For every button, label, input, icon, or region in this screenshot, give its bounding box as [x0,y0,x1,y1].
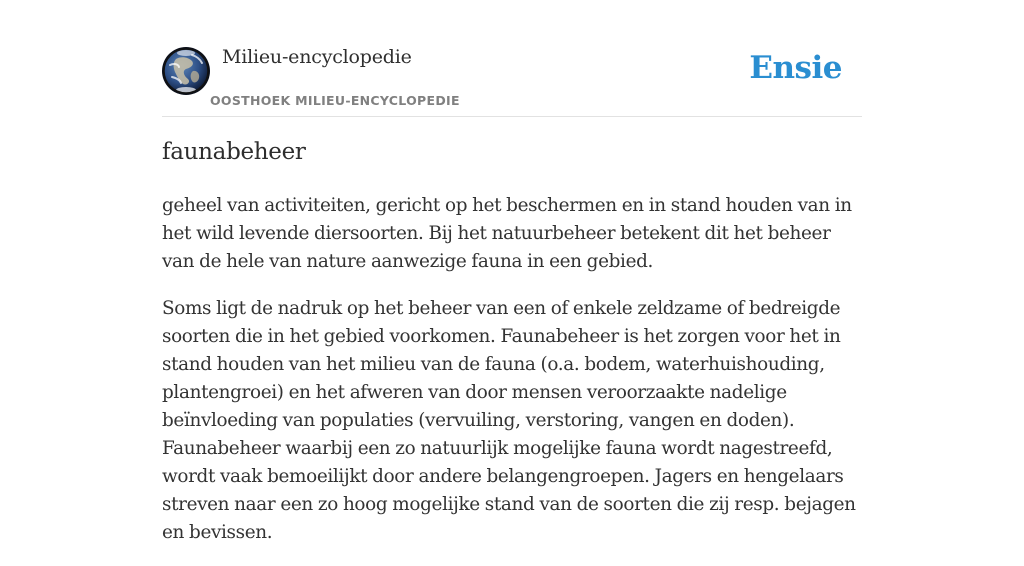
page [162,0,862,543]
earth-globe-icon[interactable] [162,47,210,95]
entry-title: faunabeheer [162,139,306,165]
site-subtitle[interactable]: OOSTHOEK MILIEU-ENCYCLOPEDIE [210,93,460,108]
entry-content [162,192,862,566]
site-header [162,0,862,117]
entry-paragraph: geheel van activiteiten, gericht op het beschermen en in stand houden van in het wild levende diersoorten. Bij het natuurbeheer betekent dit het beheer van de hele van nature aanwezige fauna in een gebied. [162,195,852,272]
entry-paragraph: Soms ligt de nadruk op het beheer van een of enkele zeldzame of bedreigde soorten die in het gebied voorkomen. Faunabeheer is het zorgen voor het in stand houden van het milieu van de fauna (o.a. bodem, waterhuishouding, plantengroei) en het afweren van door mensen veroorzaakte nadelige beïnvloeding van populaties (vervuiling, verstoring, vangen en doden). Faunabeheer waarbij een zo natuurlijk mogelijke fauna wordt nagestreefd, wordt vaak bemoeilijkt door andere belangengroepen. Jagers en hengelaars streven naar een zo hoog mogelijke stand van de soorten die zij resp. bejagen en bevissen. [162,298,856,543]
site-title[interactable]: Milieu-encyclopedie [222,46,412,68]
brand-logo[interactable]: Ensie [749,50,842,86]
